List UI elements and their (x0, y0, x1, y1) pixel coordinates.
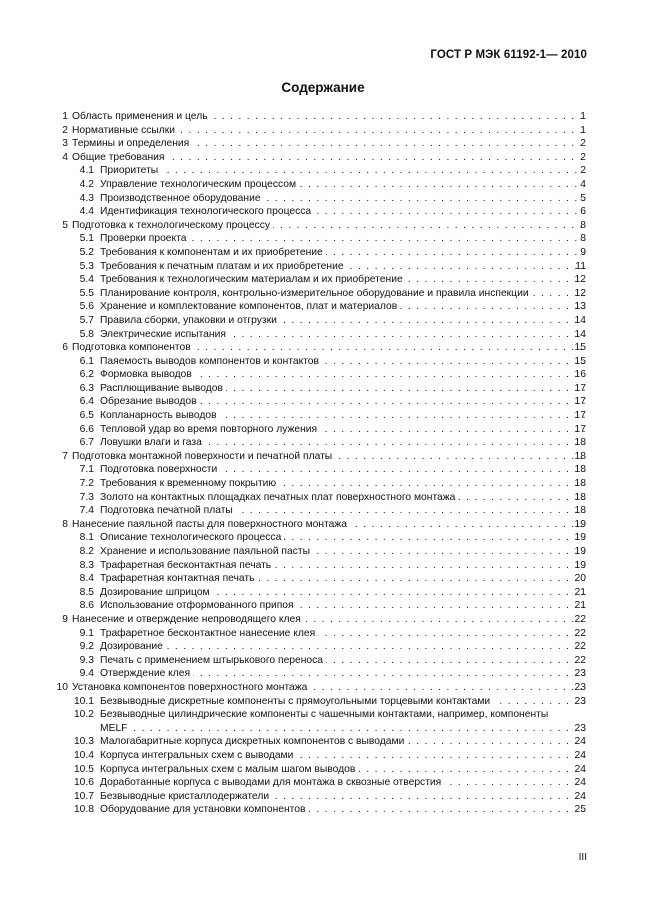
toc-entry (0, 586, 646, 600)
toc-entry (0, 599, 646, 613)
toc-entry (0, 436, 646, 450)
toc-entry (0, 695, 646, 709)
toc-entry (0, 803, 646, 817)
toc-entry-page: 16 (574, 369, 586, 381)
toc-entry-title: Доработанные корпуса с выводами для монтажа в сквозные отверстия . . . (100, 776, 588, 790)
toc-entry-title: Золото на контактных площадках печатных плат поверхностного монтажа . . . (100, 491, 588, 505)
toc-entry (0, 205, 646, 219)
toc-entry-number: 10.6 (73, 777, 94, 789)
toc-entry-page: 17 (574, 410, 586, 422)
toc-entry-number: 10.3 (73, 736, 94, 748)
toc-entry (0, 545, 646, 559)
toc-entry-title: Проверки проекта . . . (100, 232, 588, 246)
toc-entry-title: Хранение и комплектование компонентов, плат и материалов . . . (100, 300, 588, 314)
toc-entry-page: 15 (574, 342, 586, 354)
toc-entry-title: Безвыводные кристаллодержатели . . . (100, 790, 588, 804)
toc-entry-page: 11 (575, 260, 586, 272)
toc-entry-number: 3 (62, 138, 68, 150)
toc-entry-page: 2 (580, 151, 586, 163)
toc-entry-page: 23 (574, 668, 586, 680)
toc-entry-number: 10.7 (73, 790, 94, 802)
toc-entry-title: Подготовка к технологическому процессу . . . (72, 219, 588, 233)
toc-entry (0, 518, 646, 532)
toc-entry-number: 6 (62, 342, 68, 354)
toc-entry-number: 4.3 (79, 192, 94, 204)
toc-entry-number: 5.4 (79, 274, 94, 286)
toc-entry-title: Использование отформованного припоя . . . (100, 599, 588, 613)
toc-entry-page: 18 (574, 450, 586, 462)
toc-entry-title: Установка компонентов поверхностного монтажа . . . (72, 681, 588, 695)
toc-entry (0, 219, 646, 233)
toc-entry-number: 8.4 (79, 573, 94, 585)
toc-entry-title: Нанесение и отверждение непроводящего клея . . . (72, 613, 588, 627)
toc-entry-page: 12 (574, 287, 586, 299)
toc-entry (0, 613, 646, 627)
toc-entry (0, 477, 646, 491)
toc-entry (0, 463, 646, 477)
toc-entry (0, 776, 646, 790)
toc-entry (0, 328, 646, 342)
toc-entry (0, 627, 646, 641)
toc-entry-number: 6.2 (79, 369, 94, 381)
toc-entry-title: Подготовка компонентов . . . (72, 341, 588, 355)
page-title: Содержание (281, 80, 365, 95)
toc-entry (0, 151, 646, 165)
toc-entry (0, 790, 646, 804)
toc-entry-page: 22 (574, 627, 586, 639)
toc-entry-title: Тепловой удар во время повторного лужения . . . (100, 423, 588, 437)
toc-entry-page: 18 (574, 505, 586, 517)
toc-entry-title: Нормативные ссылки . . . (72, 124, 588, 138)
toc-entry-title: Производственное оборудование . . . (100, 192, 588, 206)
toc-entry-number: 4.2 (79, 178, 94, 190)
toc-entry-title: Ловушки влаги и газа . . . (100, 436, 588, 450)
toc-entry-title: Печать с применением штырькового переноса . . . (100, 654, 588, 668)
toc-entry-title: Безвыводные цилиндрические компоненты с чашечными контактами, например, компоненты MELF . . . (100, 708, 588, 735)
toc-entry-page: 22 (574, 641, 586, 653)
toc-entry-page: 22 (574, 613, 586, 625)
toc-entry-title-continuation: MELF (100, 722, 130, 736)
toc-entry-page: 5 (580, 192, 586, 204)
toc-entry-page: 1 (580, 111, 586, 122)
toc-entry-number: 9 (62, 613, 68, 625)
toc-entry-number: 1 (62, 111, 68, 122)
toc-entry (0, 531, 646, 545)
toc-entry-title: Подготовка печатной платы . . . (100, 504, 588, 518)
toc-entry (0, 504, 646, 518)
toc-entry (0, 654, 646, 668)
toc-entry (0, 164, 646, 178)
toc-entry-page: 23 (574, 695, 586, 707)
toc-entry-number: 7.4 (79, 505, 94, 517)
toc-entry-page: 18 (574, 491, 586, 503)
toc-entry (0, 491, 646, 505)
toc-entry-page: 20 (574, 573, 586, 585)
toc-entry (0, 273, 646, 287)
toc-entry-number: 7.1 (79, 464, 94, 476)
toc-entry-title: Паяемость выводов компонентов и контактов . . . (100, 355, 588, 369)
toc-entry (0, 735, 646, 749)
toc-entry (0, 137, 646, 151)
toc-entry-title: Хранение и использование паяльной пасты . . . (100, 545, 588, 559)
toc-entry-page: 19 (574, 546, 586, 557)
toc-entry (0, 124, 646, 138)
toc-entry-page: 24 (574, 736, 586, 748)
toc-entry-page: 24 (574, 777, 586, 789)
toc-entry-number: 6.3 (79, 382, 94, 394)
toc-entry (0, 749, 646, 763)
toc-entry (0, 708, 646, 735)
toc-entry-title: Трафаретное бесконтактное нанесение клея . . . (100, 627, 588, 641)
toc-entry (0, 763, 646, 777)
toc-entry-number: 6.6 (79, 423, 94, 435)
toc-entry-title: Корпуса интегральных схем с малым шагом выводов . . . (100, 763, 588, 777)
toc-entry-number: 9.2 (79, 641, 94, 653)
toc-entry-number: 9.3 (79, 654, 94, 666)
toc-entry (0, 395, 646, 409)
toc-entry-number: 8.3 (79, 559, 94, 571)
toc-entry-title: Обрезание выводов . . . (100, 395, 588, 409)
toc-entry-page: 17 (574, 396, 586, 408)
toc-entry (0, 300, 646, 314)
toc-entry-number: 5 (62, 219, 68, 231)
toc-entry-title: Требования к компонентам и их приобретение . . . (100, 246, 588, 260)
toc-entry (0, 192, 646, 206)
toc-entry-page: 12 (574, 274, 586, 286)
toc-entry-number: 6.4 (79, 396, 94, 408)
toc-entry-page: 2 (580, 138, 586, 150)
toc-entry-number: 7.3 (79, 491, 94, 503)
toc-entry-title: Дозирование . . . (100, 640, 588, 654)
toc-entry-number: 5.2 (79, 246, 94, 258)
toc-entry-page: 17 (574, 423, 586, 435)
toc-entry-page: 18 (574, 464, 586, 476)
table-of-contents (0, 110, 646, 817)
toc-entry-title: Малогабаритные корпуса дискретных компонентов с выводами . . . (100, 735, 588, 749)
toc-entry-title: Управление технологическим процессом . . . (100, 178, 588, 192)
toc-entry-title: Оборудование для установки компонентов . . . (100, 803, 588, 817)
toc-entry-title: Отверждение клея . . . (100, 667, 588, 681)
toc-entry-number: 8.1 (79, 532, 94, 544)
toc-entry-title: Правила сборки, упаковки и отгрузки . . . (100, 314, 588, 328)
toc-entry-page: 8 (580, 233, 586, 245)
toc-entry-number: 10.4 (73, 749, 94, 761)
toc-entry-page: 24 (574, 763, 586, 775)
toc-entry-page: 24 (574, 790, 586, 802)
toc-entry-number: 5.6 (79, 301, 94, 313)
toc-entry-number: 8 (62, 518, 68, 530)
toc-entry-page: 18 (574, 478, 586, 490)
toc-entry-page: 19 (574, 518, 586, 530)
page-number: III (578, 852, 587, 863)
toc-entry-number: 10 (56, 681, 68, 693)
toc-entry-number: 10.8 (73, 804, 94, 816)
toc-entry (0, 423, 646, 437)
toc-entry-title: Идентификация технологического процесса . . . (100, 205, 588, 219)
toc-entry-title: Требования к временному покрытию . . . (100, 477, 588, 491)
toc-entry-title: Приоритеты . . . (100, 164, 588, 178)
toc-entry-number: 5.5 (79, 287, 94, 299)
toc-entry-number: 4 (62, 151, 68, 163)
toc-entry-number: 6.5 (79, 410, 94, 422)
toc-entry-number: 10.5 (73, 763, 94, 775)
toc-entry (0, 409, 646, 423)
toc-entry-number: 8.6 (79, 600, 94, 612)
toc-entry-page: 14 (574, 328, 586, 340)
toc-entry-title: Требования к печатным платам и их приобретение . . . (100, 260, 588, 274)
toc-entry-number: 5.1 (79, 233, 94, 245)
toc-entry (0, 355, 646, 369)
toc-entry-number: 9.1 (79, 627, 94, 639)
toc-entry (0, 667, 646, 681)
toc-entry-page: 2 (580, 165, 586, 177)
toc-entry-title: Планирование контроля, контрольно-измерительное оборудование и правила инспекции . . . (100, 287, 588, 301)
toc-entry-title: Термины и определения . . . (72, 137, 588, 151)
toc-entry-number: 4.4 (79, 206, 94, 218)
toc-entry (0, 450, 646, 464)
toc-entry-number: 10.2 (73, 709, 94, 721)
toc-entry-number: 6.1 (79, 355, 94, 367)
toc-entry-number: 4.1 (79, 165, 94, 177)
toc-entry-title: Трафаретная бесконтактная печать . . . (100, 559, 588, 573)
toc-entry-number: 5.3 (79, 260, 94, 272)
toc-entry (0, 314, 646, 328)
toc-entry-title: Расплющивание выводов . . . (100, 382, 588, 396)
toc-entry-title: Подготовка монтажной поверхности и печатной платы . . . (72, 450, 588, 464)
toc-entry-title: Дозирование шприцом . . . (100, 586, 588, 600)
toc-entry-title: Требования к технологическим материалам и их приобретение . . . (100, 273, 588, 287)
toc-entry (0, 382, 646, 396)
toc-entry-title: Безвыводные дискретные компоненты с прямоугольными торцевыми контактами . . . (100, 695, 588, 709)
toc-entry-number: 6.7 (79, 437, 94, 449)
toc-entry-title: Общие требования . . . (72, 151, 588, 165)
toc-entry (0, 559, 646, 573)
toc-entry (0, 572, 646, 586)
toc-entry-page: 21 (574, 600, 586, 612)
toc-entry-title: Формовка выводов . . . (100, 368, 588, 382)
toc-entry-page: 6 (580, 206, 586, 218)
toc-entry (0, 681, 646, 695)
toc-entry (0, 178, 646, 192)
toc-entry-title: Нанесение паяльной пасты для поверхностного монтажа . . . (72, 518, 588, 532)
toc-entry-title: Область применения и цель . . . (72, 110, 588, 124)
toc-entry (0, 287, 646, 301)
toc-entry (0, 260, 646, 274)
toc-entry-page: 21 (574, 586, 586, 598)
toc-entry-number: 5.7 (79, 314, 94, 326)
toc-entry-page: 19 (574, 559, 586, 571)
toc-entry-page: 4 (580, 178, 586, 190)
toc-entry-number: 7.2 (79, 478, 94, 490)
toc-entry-page: 18 (574, 437, 586, 449)
toc-entry-number: 8.5 (79, 586, 94, 598)
toc-entry (0, 110, 646, 124)
toc-entry-page: 24 (574, 749, 586, 761)
toc-entry (0, 341, 646, 355)
toc-entry-page: 25 (574, 804, 586, 816)
toc-entry-page: 13 (574, 301, 586, 313)
toc-entry-title: Подготовка поверхности . . . (100, 463, 588, 477)
toc-entry-page: 23 (574, 722, 586, 734)
toc-entry-page: 23 (574, 681, 586, 693)
toc-entry-title: Корпуса интегральных схем с выводами . . . (100, 749, 588, 763)
toc-entry (0, 246, 646, 260)
toc-entry-page: 8 (580, 219, 586, 231)
toc-entry (0, 368, 646, 382)
toc-entry-page: 9 (580, 246, 586, 258)
toc-entry-number: 8.2 (79, 546, 94, 557)
toc-entry (0, 232, 646, 246)
toc-entry-page: 1 (580, 124, 586, 136)
toc-entry-number: 10.1 (73, 695, 94, 707)
toc-entry-page: 22 (574, 654, 586, 666)
toc-entry-page: 19 (574, 532, 586, 544)
toc-entry-page: 14 (574, 314, 586, 326)
toc-entry (0, 640, 646, 654)
toc-entry-number: 7 (62, 450, 68, 462)
toc-entry-number: 2 (62, 124, 68, 136)
toc-entry-title: Копланарность выводов . . . (100, 409, 588, 423)
standard-designation: ГОСТ Р МЭК 61192-1— 2010 (430, 49, 587, 61)
toc-entry-title: Электрические испытания . . . (100, 328, 588, 342)
toc-entry-number: 9.4 (79, 668, 94, 680)
toc-entry-title: Трафаретная контактная печать . . . (100, 572, 588, 586)
toc-entry-page: 15 (574, 355, 586, 367)
toc-entry-title: Описание технологического процесса . . . (100, 531, 588, 545)
toc-entry-number: 5.8 (79, 328, 94, 340)
toc-entry-page: 17 (574, 382, 586, 394)
